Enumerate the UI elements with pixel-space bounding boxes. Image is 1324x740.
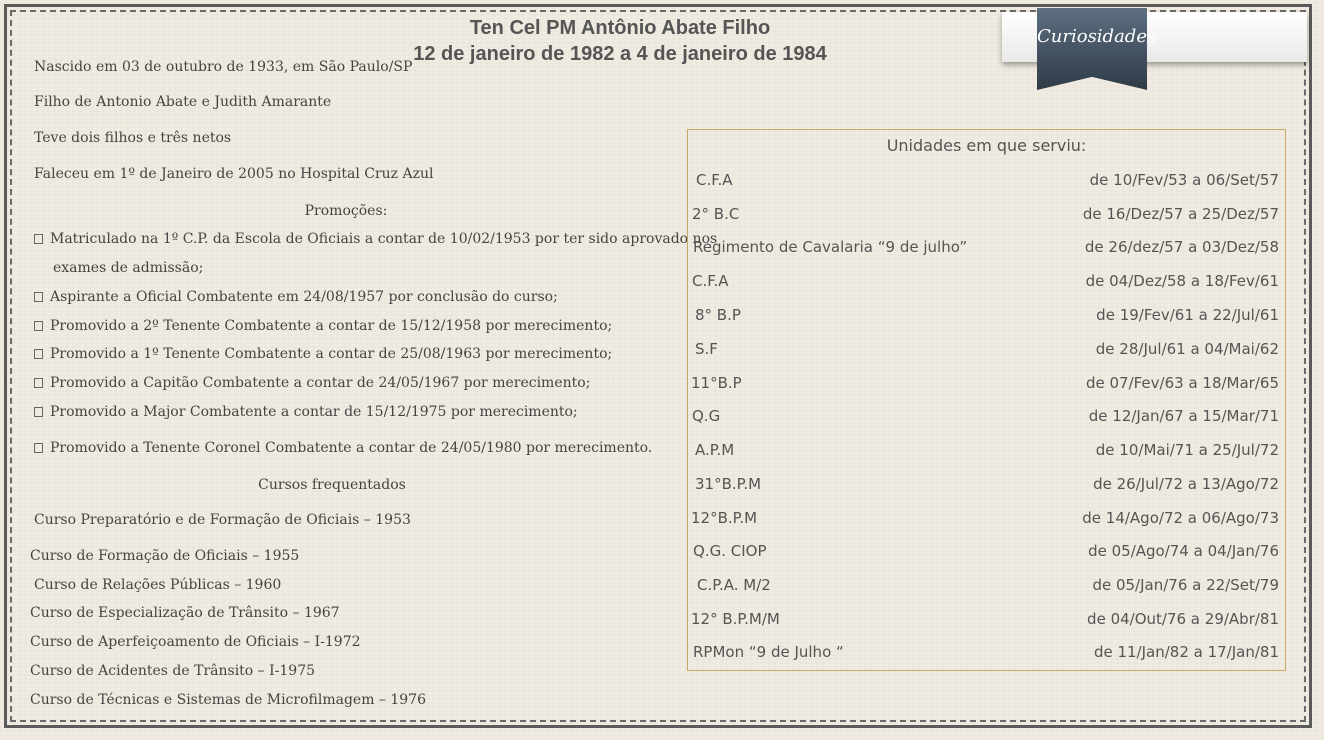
unit-dates: de 16/Dez/57 a 25/Dez/57: [1082, 205, 1279, 223]
checkbox-icon: [34, 349, 43, 359]
promotion-item: Promovido a Major Combatente a contar de 15/12/1975 por merecimento;: [34, 404, 578, 420]
unit-dates: de 10/Mai/71 a 25/Jul/72: [1095, 441, 1279, 459]
unit-name: Q.G: [692, 407, 721, 425]
unit-name: 11°B.P: [691, 374, 742, 392]
promotion-item: Promovido a Capitão Combatente a contar de 24/05/1967 por merecimento;: [34, 375, 590, 391]
unit-name: S.F: [695, 340, 718, 358]
course-item: Curso de Aperfeiçoamento de Oficiais – I-1972: [30, 634, 361, 650]
units-panel: [687, 129, 1286, 671]
unit-dates: de 07/Fev/63 a 18/Mar/65: [1085, 374, 1279, 392]
bio-children: Teve dois filhos e três netos: [34, 130, 232, 146]
checkbox-icon: [34, 321, 43, 331]
unit-name: C.P.A. M/2: [697, 576, 771, 594]
bio-born: Nascido em 03 de outubro de 1933, em São Paulo/SP: [34, 59, 413, 75]
unit-name: C.F.A: [692, 272, 729, 290]
page-title: [360, 15, 880, 67]
unit-dates: de 19/Fev/61 a 22/Jul/61: [1096, 306, 1279, 324]
title-term: 12 de janeiro de 1982 a 4 de janeiro de 1984: [413, 43, 827, 65]
unit-dates: de 26/dez/57 a 03/Dez/58: [1084, 238, 1279, 256]
checkbox-icon: [34, 378, 43, 388]
unit-dates: de 28/Jul/61 a 04/Mai/62: [1095, 340, 1279, 358]
unit-name: Regimento de Cavalaria “9 de julho”: [693, 238, 968, 256]
bio-death: Faleceu em 1º de Janeiro de 2005 no Hospital Cruz Azul: [34, 166, 434, 182]
unit-dates: de 10/Fev/53 a 06/Set/57: [1089, 171, 1279, 189]
curiosidades-label: Curiosidades: [1037, 26, 1157, 47]
checkbox-icon: [34, 443, 43, 453]
unit-dates: de 12/Jan/67 a 15/Mar/71: [1088, 407, 1279, 425]
unit-dates: de 11/Jan/82 a 17/Jan/81: [1093, 643, 1279, 661]
checkbox-icon: [34, 234, 43, 244]
unit-name: C.F.A: [696, 171, 733, 189]
courses-heading: Cursos frequentados: [258, 477, 406, 493]
course-item: Curso de Acidentes de Trânsito – I-1975: [30, 663, 316, 679]
unit-dates: de 05/Jan/76 a 22/Set/79: [1092, 576, 1279, 594]
unit-name: 12°B.P.M: [691, 509, 758, 527]
title-name: Ten Cel PM Antônio Abate Filho: [469, 17, 771, 39]
unit-name: 8° B.P: [695, 306, 741, 324]
unit-name: A.P.M: [695, 441, 735, 459]
promotion-item: Promovido a 1º Tenente Combatente a contar de 25/08/1963 por merecimento;: [34, 346, 612, 362]
units-heading: Unidades em que serviu:: [886, 136, 1087, 155]
promotion-item: Promovido a Tenente Coronel Combatente a contar de 24/05/1980 por merecimento.: [34, 440, 652, 456]
course-item: Curso de Especialização de Trânsito – 1967: [30, 605, 340, 621]
unit-name: 12° B.P.M/M: [691, 610, 780, 628]
promotion-item: Promovido a 2º Tenente Combatente a contar de 15/12/1958 por merecimento;: [34, 318, 612, 334]
unit-name: RPMon “9 de Julho “: [693, 643, 844, 661]
checkbox-icon: [34, 292, 43, 302]
promotions-heading: Promoções:: [304, 203, 388, 219]
unit-dates: de 05/Ago/74 a 04/Jan/76: [1088, 542, 1279, 560]
course-item: Curso de Técnicas e Sistemas de Microfilmagem – 1976: [30, 692, 426, 708]
promotion-item-cont: exames de admissão;: [53, 260, 204, 276]
course-item: Curso de Relações Públicas – 1960: [34, 577, 282, 593]
unit-name: 31°B.P.M: [695, 475, 762, 493]
checkbox-icon: [34, 407, 43, 417]
unit-name: 2° B.C: [692, 205, 740, 223]
course-item: Curso de Formação de Oficiais – 1955: [30, 548, 300, 564]
unit-dates: de 04/Out/76 a 29/Abr/81: [1087, 610, 1279, 628]
unit-dates: de 04/Dez/58 a 18/Fev/61: [1085, 272, 1279, 290]
promotion-item: Aspirante a Oficial Combatente em 24/08/1957 por conclusão do curso;: [34, 289, 558, 305]
unit-dates: de 26/Jul/72 a 13/Ago/72: [1093, 475, 1279, 493]
unit-dates: de 14/Ago/72 a 06/Ago/73: [1082, 509, 1279, 527]
promotion-item: Matriculado na 1º C.P. da Escola de Oficiais a contar de 10/02/1953 por ter sido aprovado nos: [34, 231, 717, 247]
course-item: Curso Preparatório e de Formação de Oficiais – 1953: [34, 512, 411, 528]
unit-name: Q.G. CIOP: [693, 542, 767, 560]
bio-parents: Filho de Antonio Abate e Judith Amarante: [34, 94, 332, 110]
